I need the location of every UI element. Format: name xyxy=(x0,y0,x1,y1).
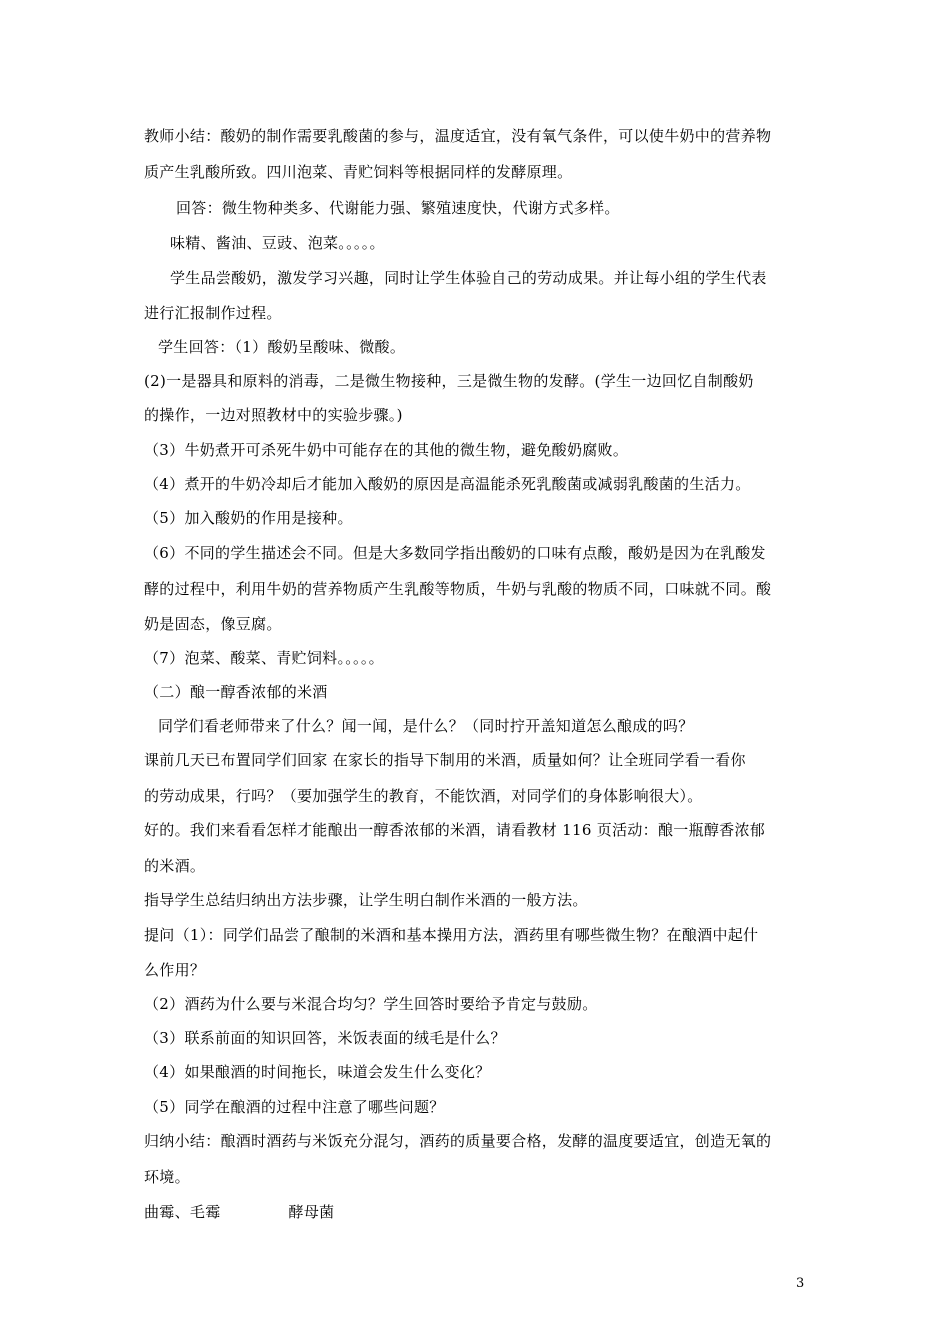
page-number: 3 xyxy=(796,1276,805,1291)
text-line: 提问（1）：同学们品尝了酿制的米酒和基本操用方法，酒药里有哪些微生物？在酿酒中起什 xyxy=(144,926,759,944)
section-heading: （二）酿一醇香浓郁的米酒 xyxy=(144,683,328,701)
text-line: （5）加入酸奶的作用是接种。 xyxy=(144,509,353,527)
text-line: （5）同学在酿酒的过程中注意了哪些问题？ xyxy=(144,1098,445,1116)
text-line: （3）牛奶煮开可杀死牛奶中可能存在的其他的微生物，避免酸奶腐败。 xyxy=(144,441,629,459)
text-line: 回答：微生物种类多、代谢能力强、繁殖速度快，代谢方式多样。 xyxy=(176,199,620,217)
text-line: 学生回答：（1）酸奶呈酸味、微酸。 xyxy=(158,338,406,356)
text-line: 好的。我们来看看怎样才能酿出一醇香浓郁的米酒，请看教材 116 页活动：酿一瓶醇香浓郁 xyxy=(144,821,766,839)
text-line xyxy=(144,1202,814,1222)
text-line: 教师小结：酸奶的制作需要乳酸菌的参与，温度适宜，没有氧气条件，可以使牛奶中的营养物 xyxy=(144,127,772,145)
text-line: 的米酒。 xyxy=(144,857,206,875)
text-line: （4）煮开的牛奶冷却后才能加入酸奶的原因是高温能杀死乳酸菌或减弱乳酸菌的生活力。 xyxy=(144,475,751,493)
text-line: 课前几天已布置同学们回家 在家长的指导下制用的米酒，质量如何？让全班同学看一看你 xyxy=(144,751,746,769)
text-line: （7）泡菜、酸菜、青贮饲料。。。。。 xyxy=(144,649,384,667)
text-line: 学生品尝酸奶，激发学习兴趣，同时让学生体验自己的劳动成果。并让每小组的学生代表 xyxy=(170,269,767,287)
text-line: 归纳小结：酿酒时酒药与米饭充分混匀，酒药的质量要合格，发酵的温度要适宜，创造无氧的 xyxy=(144,1132,772,1150)
text-line: 的操作，一边对照教材中的实验步骤。) xyxy=(144,406,403,424)
text-fragment: 曲霉、毛霉 xyxy=(144,1203,221,1221)
text-line: 进行汇报制作过程。 xyxy=(144,304,282,322)
text-line: （4）如果酿酒的时间拖长，味道会发生什么变化？ xyxy=(144,1063,491,1081)
text-line: 质产生乳酸所致。四川泡菜、青贮饲料等根据同样的发酵原理。 xyxy=(144,163,573,181)
text-line: 指导学生总结归纳出方法步骤，让学生明白制作米酒的一般方法。 xyxy=(144,891,588,909)
text-line: 味精、酱油、豆豉、泡菜。。。。。 xyxy=(170,234,385,252)
text-line: （6）不同的学生描述会不同。但是大多数同学指出酸奶的口味有点酸，酸奶是因为在乳酸发 xyxy=(144,544,766,562)
text-line: 酵的过程中，利用牛奶的营养物质产生乳酸等物质，牛奶与乳酸的物质不同，口味就不同。酸 xyxy=(144,580,772,598)
text-line: 么作用？ xyxy=(144,961,206,979)
text-line: (2)一是器具和原料的消毒，二是微生物接种，三是微生物的发酵。(学生一边回忆自制酸奶 xyxy=(144,372,754,390)
text-line: （2）酒药为什么要与米混合均匀？学生回答时要给予肯定与鼓励。 xyxy=(144,995,598,1013)
text-line: 同学们看老师带来了什么？闻一闻，是什么？（同时拧开盖知道怎么酿成的吗？ xyxy=(158,717,694,735)
text-line: （3）联系前面的知识回答，米饭表面的绒毛是什么？ xyxy=(144,1029,506,1047)
text-line: 奶是固态，像豆腐。 xyxy=(144,615,282,633)
text-line: 的劳动成果，行吗？（要加强学生的教育，不能饮酒，对同学们的身体影响很大）。 xyxy=(144,787,703,805)
text-line: 环境。 xyxy=(144,1168,190,1186)
text-fragment: 酵母菌 xyxy=(288,1203,335,1221)
